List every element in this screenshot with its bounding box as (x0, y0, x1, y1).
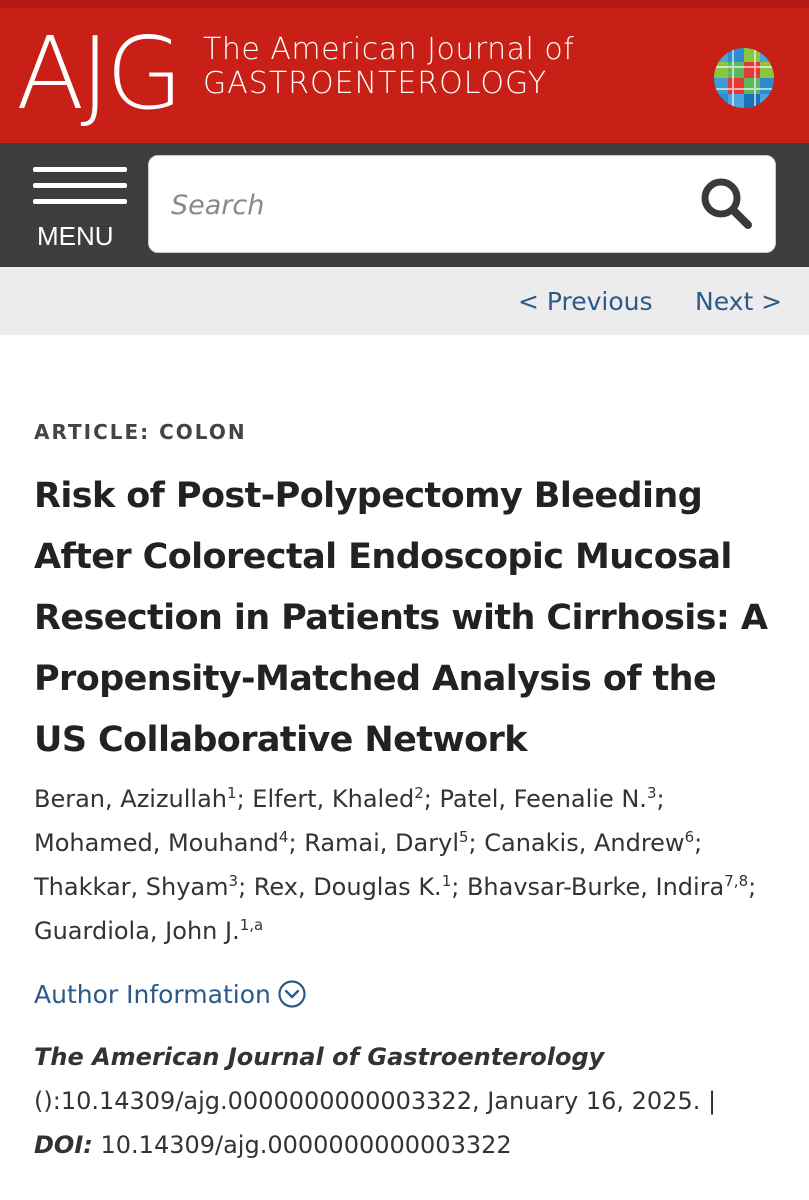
author-name[interactable]: Ramai, Daryl$^5$ (304, 828, 469, 857)
wolters-kluwer-logo-icon (712, 46, 776, 110)
journal-name-line2: GASTROENTEROLOGY (203, 66, 548, 101)
chevron-down-circle-icon (277, 979, 307, 1009)
doi-value[interactable]: 10.14309/ajg.0000000000003322 (100, 1131, 512, 1159)
journal-name-line1: The American Journal of (203, 32, 575, 67)
article-pager (0, 267, 809, 335)
author-name[interactable]: Rex, Douglas K.$^1$ (253, 872, 452, 901)
hamburger-icon (33, 167, 127, 215)
next-link[interactable]: Next > (695, 287, 783, 316)
menu-button[interactable] (30, 163, 130, 253)
site-header (0, 0, 809, 143)
author-name[interactable]: Beran, Azizullah$^1$ (34, 784, 237, 813)
author-name[interactable]: Patel, Feenalie N.$^3$ (439, 784, 657, 813)
author-name[interactable]: Bhavsar-Burke, Indira$^{7,8}$ (466, 872, 749, 901)
author-name[interactable]: Mohamed, Mouhand$^4$ (34, 828, 289, 857)
article-header (34, 420, 774, 1167)
search-icon[interactable] (697, 174, 757, 234)
search-box[interactable] (148, 155, 776, 253)
doi-label: DOI: (34, 1131, 93, 1159)
citation-block (34, 1035, 774, 1167)
article-title: Risk of Post-Polypectomy Bleeding After Colorectal Endoscopic Mucosal Resection in Patients with Cirrhosis: A Propensity-Matched Analysis of the US Collaborative Network (34, 476, 768, 760)
search-input[interactable] (169, 178, 693, 232)
author-name[interactable]: Guardiola, John J.$^{1,a}$ (34, 916, 264, 945)
previous-link[interactable]: < Previous (518, 287, 653, 316)
author-information-toggle[interactable] (34, 979, 774, 1009)
author-name[interactable]: Canakis, Andrew$^6$ (484, 828, 695, 857)
author-name[interactable]: Elfert, Khaled$^2$ (252, 784, 424, 813)
doi-line (34, 1123, 774, 1167)
author-name[interactable]: Thakkar, Shyam$^3$ (34, 872, 239, 901)
journal-name[interactable] (203, 33, 574, 101)
header-top-stripe (0, 0, 809, 8)
author-information-label: Author Information (34, 979, 271, 1009)
menu-label: MENU (37, 221, 114, 251)
article-section-label: ARTICLE: COLON (34, 420, 247, 444)
nav-bar (0, 143, 809, 267)
citation-journal: The American Journal of Gastroenterology (34, 1043, 605, 1071)
citation-details: ():10.14309/ajg.0000000000003322, January 16, 2025. | (34, 1087, 717, 1115)
author-list: Beran, Azizullah$^1$; Elfert, Khaled$^2$; Patel, Feenalie N.$^3$; Mohamed, Mouhand$^4$; Ramai, Daryl$^5$; Canakis, Andrew$^6$; Thakkar, Shyam$^3$; Rex, Douglas K.$^1$; Bhavsar-Burke, Indira$^{7,8}$; Guardiola, John J.$^{1,a}$ (34, 784, 757, 945)
ajg-logo[interactable]: AJG (16, 15, 180, 132)
